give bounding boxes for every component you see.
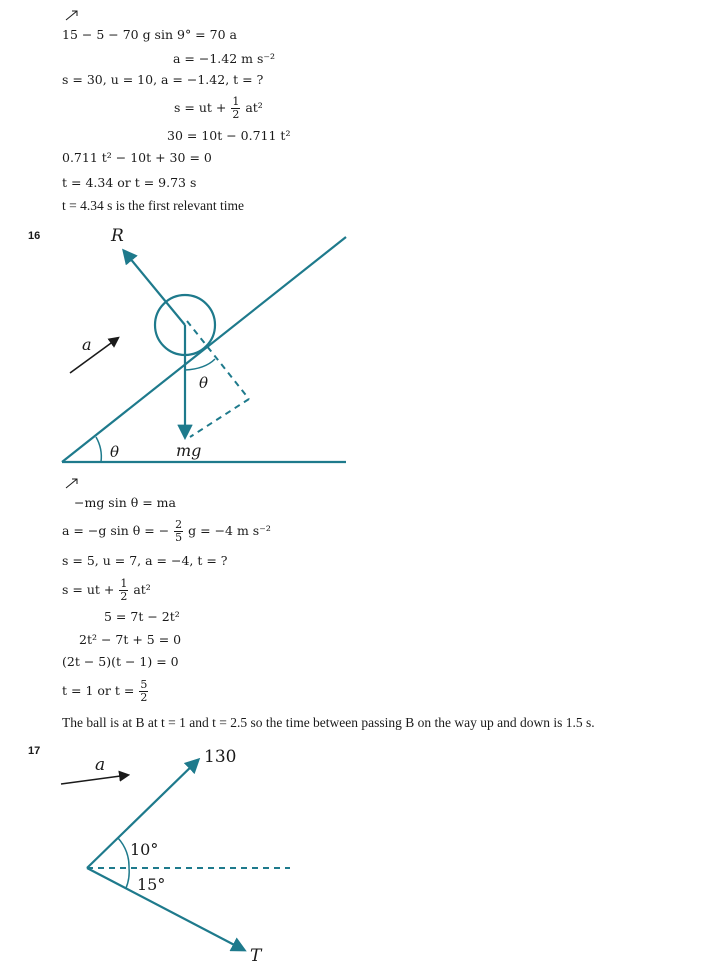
equation-line: 2t² − 7t + 5 = 0 bbox=[79, 632, 182, 647]
label-130: 130 bbox=[204, 747, 237, 767]
fraction: $\frac{1}{2}$ bbox=[120, 577, 128, 603]
equation-line: −mg sin θ = ma bbox=[74, 495, 176, 510]
equation-part: a = −g sin θ = − bbox=[62, 523, 170, 538]
force-arrow-T bbox=[87, 868, 244, 950]
equation-line: (2t − 5)(t − 1) = 0 bbox=[62, 654, 179, 669]
label-theta: θ bbox=[199, 374, 209, 392]
equation-line: 0.711 t² − 10t + 30 = 0 bbox=[62, 150, 212, 165]
angle-arc bbox=[126, 868, 129, 888]
equation-part: t = 1 or t = bbox=[62, 683, 135, 698]
equation-line bbox=[62, 519, 271, 544]
equation-line: s = 5, u = 7, a = −4, t = ? bbox=[62, 553, 228, 568]
equation-line: 15 − 5 − 70 g sin 9° = 70 a bbox=[62, 27, 237, 42]
acceleration-arrow bbox=[70, 338, 118, 373]
fraction: $\frac{5}{2}$ bbox=[140, 678, 148, 704]
fraction: $\frac{2}{5}$ bbox=[175, 518, 183, 544]
label-R: R bbox=[111, 226, 124, 246]
label-a: a bbox=[82, 335, 92, 354]
label-a: a bbox=[95, 755, 106, 775]
angle-arc bbox=[96, 437, 101, 462]
equation-line: s = 30, u = 10, a = −1.42, t = ? bbox=[62, 72, 264, 87]
arrow-marker-icon bbox=[64, 476, 80, 490]
acceleration-arrow bbox=[61, 775, 128, 784]
equation-line: t = 4.34 or t = 9.73 s bbox=[62, 175, 197, 190]
question-number: 16 bbox=[28, 230, 41, 242]
arrow-marker-icon bbox=[64, 8, 80, 22]
angle-arc bbox=[118, 838, 129, 868]
label-mg: mg bbox=[176, 441, 202, 460]
equation-line: t = 4.34 s is the first relevant time bbox=[62, 198, 244, 213]
dashed-component bbox=[190, 399, 249, 437]
label-angle-10: 10° bbox=[130, 840, 159, 859]
force-diagram bbox=[0, 740, 320, 972]
equation-part: g = −4 m s⁻² bbox=[188, 523, 271, 538]
equation-line bbox=[62, 679, 149, 704]
equation-line bbox=[174, 96, 263, 121]
equation-line: 5 = 7t − 2t² bbox=[104, 609, 180, 624]
equation-part: at² bbox=[133, 582, 151, 597]
label-T: T bbox=[250, 946, 262, 966]
dashed-component bbox=[187, 321, 249, 399]
equation-line: a = −1.42 m s⁻² bbox=[173, 51, 276, 66]
label-theta: θ bbox=[110, 443, 120, 461]
equation-part: at² bbox=[245, 100, 263, 115]
normal-force-arrow bbox=[124, 251, 185, 325]
equation-line bbox=[62, 578, 151, 603]
question-number: 17 bbox=[28, 745, 41, 757]
label-angle-15: 15° bbox=[137, 875, 166, 894]
equation-part: s = ut + bbox=[174, 100, 227, 115]
incline-diagram bbox=[0, 225, 360, 470]
equation-line: 30 = 10t − 0.711 t² bbox=[167, 128, 291, 143]
conclusion-text: The ball is at B at t = 1 and t = 2.5 so the time between passing B on the way up and down is 1.5 s. bbox=[62, 715, 595, 730]
equation-part: s = ut + bbox=[62, 582, 115, 597]
fraction: $\frac{1}{2}$ bbox=[232, 95, 240, 121]
